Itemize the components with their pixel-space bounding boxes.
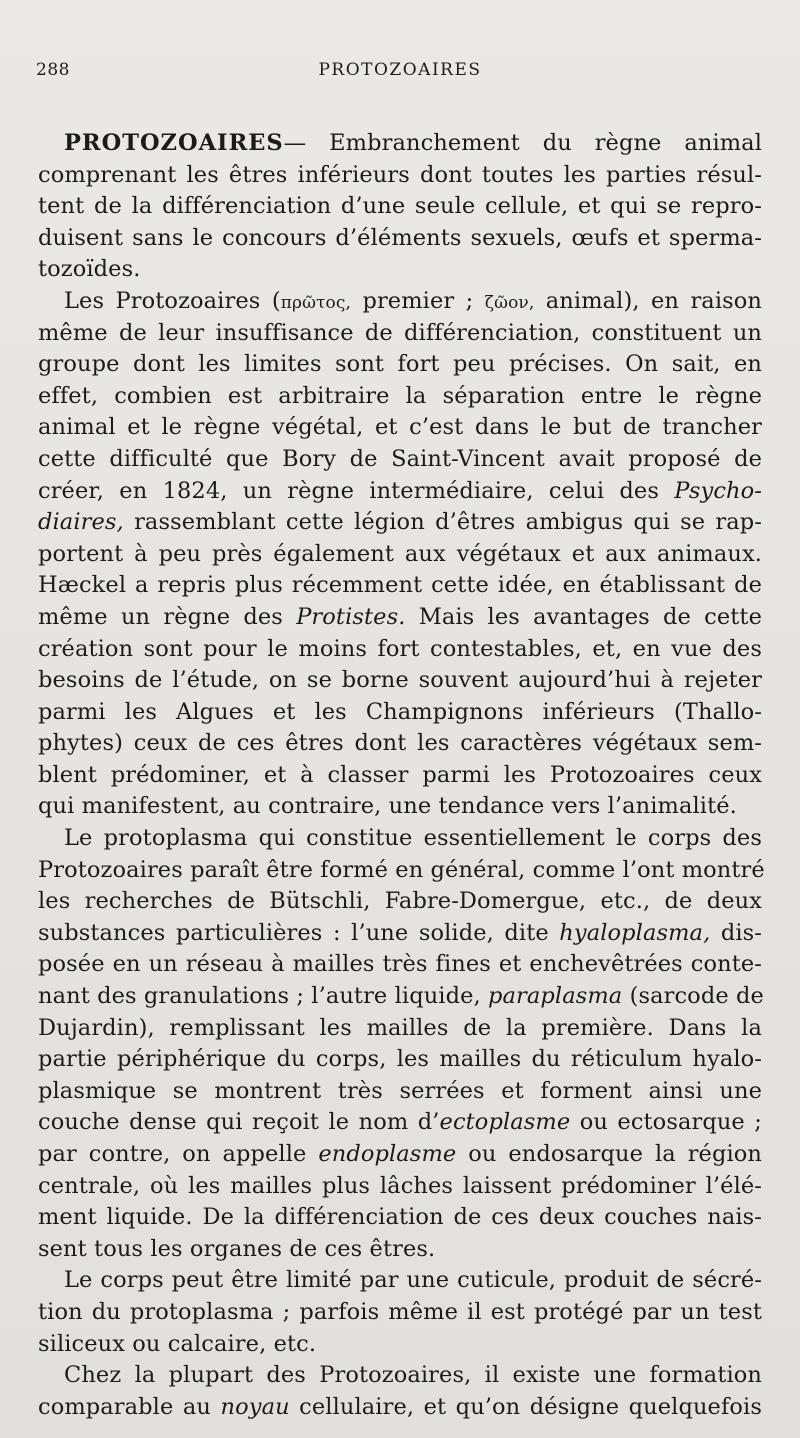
text-span: même un règne des — [38, 603, 297, 630]
article-body — [38, 128, 765, 1423]
text-span: Mais les avantages de cette — [405, 603, 762, 630]
text-span: couche dense qui reçoit le nom d’ — [38, 1109, 440, 1136]
text-line: duisent sans le concours d’éléments sexuels, œufs et sperma- — [38, 224, 762, 251]
text-line — [38, 128, 762, 160]
text-span: premier ; — [351, 287, 485, 314]
article-headword: PROTOZOAIRES — [64, 130, 284, 156]
text-line — [38, 476, 762, 508]
text-line: même de leur insuffisance de différenciation, constituent un — [38, 319, 762, 346]
text-line: phytes) ceux de ces êtres dont les caractères végétaux sem- — [38, 730, 762, 757]
text-line: portent à peu près également aux végétaux et aux animaux. — [38, 540, 762, 567]
italic-term: paraplasma — [488, 983, 623, 1010]
text-span: Les Protozoaires ( — [64, 287, 281, 314]
greek-word: πρῶτος, — [280, 292, 352, 313]
page-number: 288 — [36, 60, 70, 80]
text-span: rassemblant cette légion d’êtres ambigus qui se rap- — [123, 509, 762, 536]
text-span: dis- — [710, 919, 762, 946]
text-span: substances particulières : l’une solide, dite — [38, 919, 560, 946]
italic-term: hyaloplasma, — [559, 919, 711, 946]
text-span: par contre, on appelle — [38, 1141, 319, 1167]
text-line — [38, 1392, 762, 1424]
text-line: Hæckel a repris plus récemment cette idée, en établissant de — [38, 572, 762, 599]
text-line: sent tous les organes de ces êtres. — [38, 1235, 436, 1262]
text-span: cellulaire, et qu’on désigne quelquefois — [289, 1393, 762, 1420]
text-span: (sarcode de — [622, 983, 764, 1010]
text-line — [38, 918, 762, 950]
text-line — [38, 1107, 762, 1139]
text-line: tozoïdes. — [38, 256, 141, 283]
running-header — [36, 60, 764, 90]
text-line: animal et le règne végétal, et c’est dans le but de trancher — [38, 414, 762, 441]
text-line: plasmique se montrent très serrées et forment ainsi une — [38, 1077, 762, 1104]
text-line: Le corps peut être limité par une cuticule, produit de sécré- — [64, 1267, 762, 1294]
text-span: animal), en raison — [534, 287, 763, 314]
text-line: les recherches de Bütschli, Fabre-Domergue, etc., de deux — [38, 888, 762, 915]
italic-term: diaires, — [38, 509, 124, 536]
text-line: Protozoaires paraît être formé en général, comme l’ont montré — [38, 856, 765, 883]
text-line: Le protoplasma qui constitue essentiellement le corps des — [64, 825, 762, 852]
text-line: tent de la différenciation d’une seule cellule, et qui se repro- — [38, 193, 762, 220]
text-line: création sont pour le moins fort contestables, et, en vue des — [38, 635, 762, 662]
text-span: ou ectosarque ; — [570, 1109, 762, 1136]
text-line: posée en un réseau à mailles très fines et enchevêtrées conte- — [38, 951, 762, 978]
italic-term: Protistes. — [296, 603, 406, 630]
text-line — [38, 981, 762, 1013]
text-line: parmi les Algues et les Champignons inférieurs (Thallo- — [38, 698, 762, 725]
text-line: blent prédominer, et à classer parmi les Protozoaires ceux — [38, 761, 762, 788]
text-span: — Embranchement du règne animal — [283, 130, 762, 156]
text-line: comprenant les êtres inférieurs dont toutes les parties résul- — [38, 161, 762, 188]
text-line: partie périphérique du corps, les mailles du réticulum hyalo- — [38, 1046, 762, 1073]
text-line — [38, 602, 762, 634]
text-span: créer, en 1824, un règne intermédiaire, celui des — [38, 477, 675, 504]
greek-word: ζῶον, — [484, 292, 535, 313]
text-line: besoins de l’étude, on se borne souvent aujourd’hui à rejeter — [38, 667, 762, 694]
text-line — [38, 507, 762, 539]
running-title: PROTOZOAIRES — [318, 60, 482, 80]
text-span: ou endosarque la région — [456, 1141, 762, 1167]
text-line — [38, 286, 762, 318]
text-line: centrale, où les mailles plus lâches laissent prédominer l’élé- — [38, 1172, 762, 1199]
italic-term: ectoplasme — [439, 1109, 571, 1136]
text-line — [38, 1139, 762, 1171]
text-line: Chez la plupart des Protozoaires, il existe une formation — [64, 1362, 762, 1389]
text-line: tion du protoplasma ; parfois même il est protégé par un test — [38, 1298, 762, 1325]
text-line: siliceux ou calcaire, etc. — [38, 1330, 317, 1357]
text-span: nant des granulations ; l’autre liquide, — [38, 983, 489, 1010]
text-line: effet, combien est arbitraire la séparation entre le règne — [38, 382, 762, 409]
italic-term: endoplasme — [318, 1141, 457, 1167]
italic-term: noyau — [220, 1393, 290, 1420]
text-line: groupe dont les limites sont fort peu précises. On sait, en — [38, 351, 762, 378]
text-span: comparable au — [38, 1393, 221, 1420]
text-line: cette difficulté que Bory de Saint-Vincent avait proposé de — [38, 445, 762, 472]
text-line: ment liquide. De la différenciation de ces deux couches nais- — [38, 1204, 762, 1231]
text-line: qui manifestent, au contraire, une tendance vers l’animalité. — [38, 793, 737, 820]
italic-term: Psycho- — [674, 477, 762, 504]
text-line: Dujardin), remplissant les mailles de la première. Dans la — [38, 1014, 762, 1041]
